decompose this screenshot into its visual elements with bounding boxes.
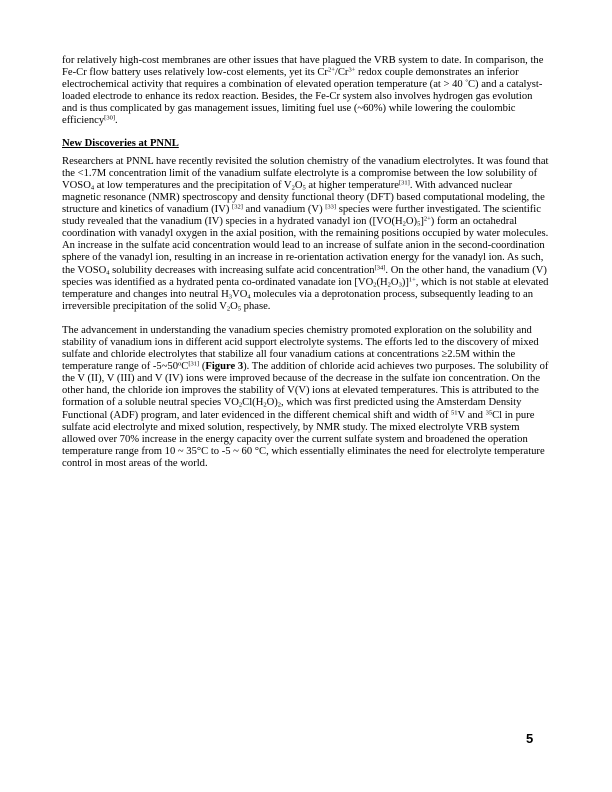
paragraph-2	[62, 156, 550, 313]
text: at higher temperature	[305, 179, 399, 191]
section-heading: New Discoveries at PNNL	[62, 137, 179, 149]
paragraph-1	[62, 55, 550, 128]
text: Cl(H	[242, 397, 264, 409]
superscript: 3+	[348, 66, 356, 74]
subscript: 2	[291, 184, 295, 192]
text: ]	[420, 216, 424, 228]
text: (	[199, 361, 206, 373]
text: solubility decreases with increasing sulfate acid concentration	[109, 264, 375, 276]
text: , which is not stable at elevated temperature and changes into neutral H	[62, 276, 549, 300]
subscript: 4	[106, 269, 110, 276]
superscript: o	[178, 360, 182, 368]
citation: [31]	[188, 360, 200, 368]
text: O)	[405, 216, 418, 228]
text: O)	[266, 397, 278, 409]
citation: [33]	[325, 203, 337, 211]
citation: [34]	[374, 264, 386, 271]
superscript: 2+	[423, 215, 431, 223]
subscript: 2	[226, 305, 231, 313]
text: for relatively high-cost membranes are other issues that have plagued the VRB system to date. In comparison, the Fe-Cr flow battery uses relatively low-cost elements, yet its Cr	[62, 55, 544, 79]
text: species were further investigated. The scientific study revealed that the vanadium (IV) species in a hydrated vanadyl ion ([VO(H	[62, 204, 541, 228]
superscript: °	[465, 78, 468, 86]
text: )]	[401, 276, 409, 288]
page-body	[62, 55, 550, 470]
text: molecules via a deprotonation process, subsequently leading to an irreversible precipitation of the solid V	[62, 288, 534, 312]
superscript: 35	[485, 409, 493, 417]
subscript: 5	[237, 305, 242, 313]
subscript: 2	[238, 401, 243, 409]
superscript: 2+	[327, 66, 335, 74]
citation: [31]	[399, 179, 410, 187]
text: Researchers at PNNL have recently revisited the solution chemistry of the vanadium electrolytes. It was found that the <1.7M concentration limit of the vanadium sulfate electrolyte is a compromise between the low solubility of VOSO	[62, 155, 549, 191]
text: redox couple demonstrates an inferior electrochemical activity that requires a combination of elevated operation temperature (at > 40	[62, 67, 519, 91]
subscript: 5	[417, 220, 421, 228]
text: /Cr	[334, 67, 349, 79]
subscript: 2	[277, 401, 282, 409]
text: and vanadium (V)	[242, 204, 326, 216]
text: (H	[376, 276, 388, 288]
text: C	[181, 361, 189, 373]
text: C) and a catalyst-loaded electrode to enhance its redox reaction. Besides, the Fe-Cr system also involves hydrogen gas evolution and is thus complicated by gas management issues, limiting fuel use (~60%) while lowering the coulombic efficiency	[62, 79, 543, 127]
text: ) form an octahedral coordination with vanadyl oxygen in the axial position, with the remaining positions occupied by water molecules. An increase in the sulfate acid concentration would lead to an increase of sulfate anion in the second-coordination sphere of the vanadyl ion, resulting in an increase in re-orientation activation energy for the vanadyl ion. As such, the VOSO	[62, 216, 549, 276]
text: O	[230, 300, 238, 312]
subscript: 2	[387, 281, 391, 289]
subscript: 4	[90, 184, 95, 192]
text: O	[294, 179, 303, 191]
text: .	[115, 115, 118, 127]
text: The advancement in understanding the vanadium species chemistry promoted exploration on the solubility and stability of vanadium ions in different acid support electrolyte systems. The efforts led to the discovery of mixed sulfate and chloride electrolytes that stabilize all four vanadium cations at concentrations ≥2.5M within the temperature range of -5~50	[62, 324, 539, 373]
text: at low temperatures and the precipitation of V	[94, 179, 292, 191]
subscript: 2	[402, 220, 406, 228]
text: , which was first predicted using the Amsterdam Density Functional (ADF) program, and later evidenced in the different chemical shift and width of	[62, 397, 522, 421]
superscript: 51	[451, 409, 458, 417]
text: VO	[232, 288, 248, 300]
text: V and	[457, 409, 486, 421]
text: . With advanced nuclear magnetic resonance (NMR) spectroscopy and density functional theory (DFT) based computational modeling, the structure and kinetics of vanadium (IV)	[62, 179, 545, 216]
text: phase.	[241, 300, 271, 312]
citation: [30]	[104, 114, 115, 122]
citation: [32]	[232, 203, 243, 211]
page-number: 5	[526, 731, 534, 746]
paragraph-3	[62, 325, 550, 470]
text: Cl in pure sulfate acid electrolyte and mixed solution, respectively, by NMR study. The mixed electrolyte VRB system allowed over 70% increase in the energy capacity over the current sulfate system and broadened the operation temperature range from 10 ~ 35°C to -5 ~ 60 °C, which essentially eliminates the need for electrolyte temperature control in most areas of the world.	[62, 409, 545, 469]
text: . On the other hand, the vanadium (V) species was identified as a hydrated penta co-ordinated vanadate ion [VO	[62, 264, 547, 288]
subscript: 5	[302, 184, 306, 192]
superscript: 1+	[408, 276, 416, 284]
text: O	[390, 276, 399, 288]
figure-reference: Figure 3	[205, 361, 244, 373]
text: ). The addition of chloride acid achieves two purposes. The solubility of the V (II), V (III) and V (IV) ions were improved because of the decrease in the sulfate ion concentration. On the other hand, the chloride ion improves the stability of V(V) ions at elevated temperatures. This is attributed to the formation of a soluble neutral species VO	[62, 361, 549, 409]
subscript: 2	[373, 281, 377, 289]
subscript: 4	[247, 293, 251, 301]
subscript: 3	[228, 293, 233, 301]
subscript: 3	[398, 281, 402, 289]
subscript: 2	[263, 401, 267, 409]
